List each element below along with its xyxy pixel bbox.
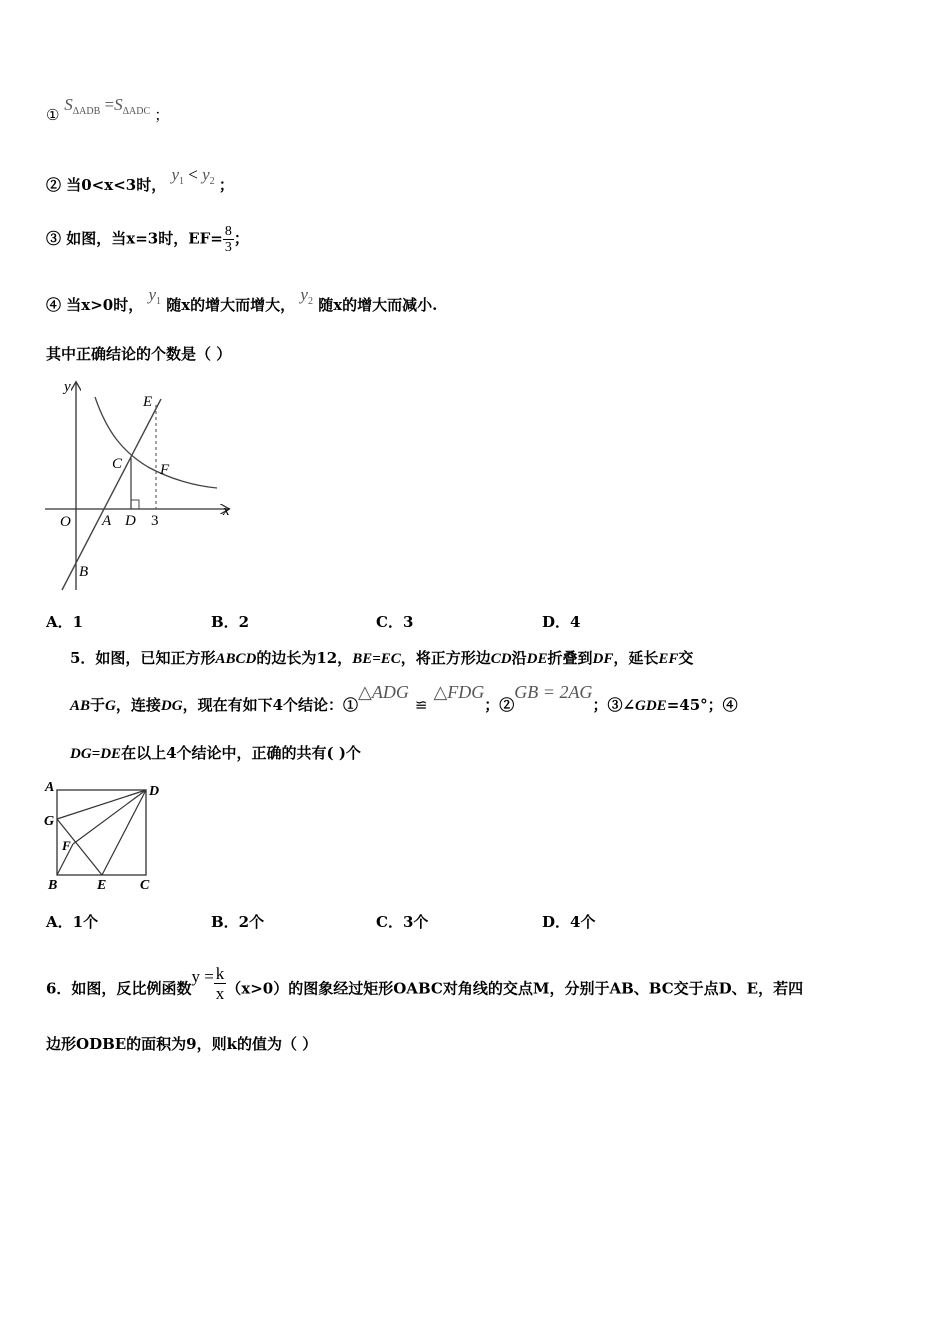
q4-option-a[interactable]: A．1 (46, 613, 84, 631)
q4-prompt: 其中正确结论的个数是（ ） (46, 345, 232, 363)
q5-option-d[interactable]: D．4个 (542, 913, 596, 931)
label-o: O (60, 514, 71, 530)
label-c: C (112, 456, 123, 472)
label-d: D (149, 784, 160, 799)
q5-option-a[interactable]: A．1个 (46, 913, 99, 931)
statement-1: ① $S_{\Delta ADB} =S_{\Delta ADC}$ ； (46, 95, 170, 124)
q5-option-c[interactable]: C．3个 (376, 913, 429, 931)
q6-line-2: 边形ODBE的面积为9，则k的值为（ ） (46, 1035, 318, 1053)
q5-line-3: DG=DE在以上4个结论中，正确的共有( )个 (70, 744, 361, 762)
label-y: y (64, 379, 71, 395)
q5-line-2: AB于G，连接DG，现在有如下4个结论：①△ADG≌△FDG；②GB = 2AG；③∠GDE=45°；④ (70, 682, 738, 714)
statement-3: ③ 如图，当x=3时，EF= $\frac{8}{3}$ ； (46, 224, 249, 255)
fraction: $\frac{8}{3}$ (224, 224, 232, 255)
q4-option-c[interactable]: C．3 (376, 613, 414, 631)
label-b: B (48, 878, 58, 893)
label-x: x (223, 503, 230, 519)
q5-option-b[interactable]: B．2个 (211, 913, 265, 931)
label-e: E (97, 878, 107, 893)
q4-option-b[interactable]: B．2 (211, 613, 250, 631)
statement-4: ④ 当x>0时， $y_1$ 随x的增大而增大， $y_2$ 随x的增大而减小. (46, 285, 438, 314)
q4-figure (40, 375, 240, 600)
label-3: 3 (151, 513, 159, 529)
line-ab (62, 399, 161, 590)
label-a: A (102, 513, 112, 529)
label-f: F (160, 462, 170, 478)
q6-line-1: 6．如图，反比例函数y = $\frac{k}{x}$ （x>0）的图象经过矩形OABC对角线的交点M，分别于AB、BC交于点D、E，若四 (46, 964, 804, 1003)
label-g: G (44, 814, 55, 829)
fraction: $\frac{k}{x}$ (215, 964, 225, 1003)
label-a: A (45, 780, 55, 795)
marker: ① (46, 106, 60, 124)
label-b: B (79, 564, 89, 580)
right-angle-mark (131, 500, 139, 509)
q5-line-1: 5．如图，已知正方形ABCD的边长为12，BE=EC，将正方形边CD沿DE折叠到DF，延长EF交 (70, 649, 694, 667)
label-d: D (125, 513, 136, 529)
label-f: F (62, 838, 71, 853)
label-c: C (140, 878, 150, 893)
label-e: E (143, 394, 153, 410)
q4-option-d[interactable]: D．4 (542, 613, 581, 631)
square-abcd (57, 790, 146, 875)
segment-df (73, 790, 146, 844)
statement-2: ② 当0<x<3时， $y_1 < y_2$ ； (46, 165, 234, 194)
q5-figure (40, 778, 170, 896)
